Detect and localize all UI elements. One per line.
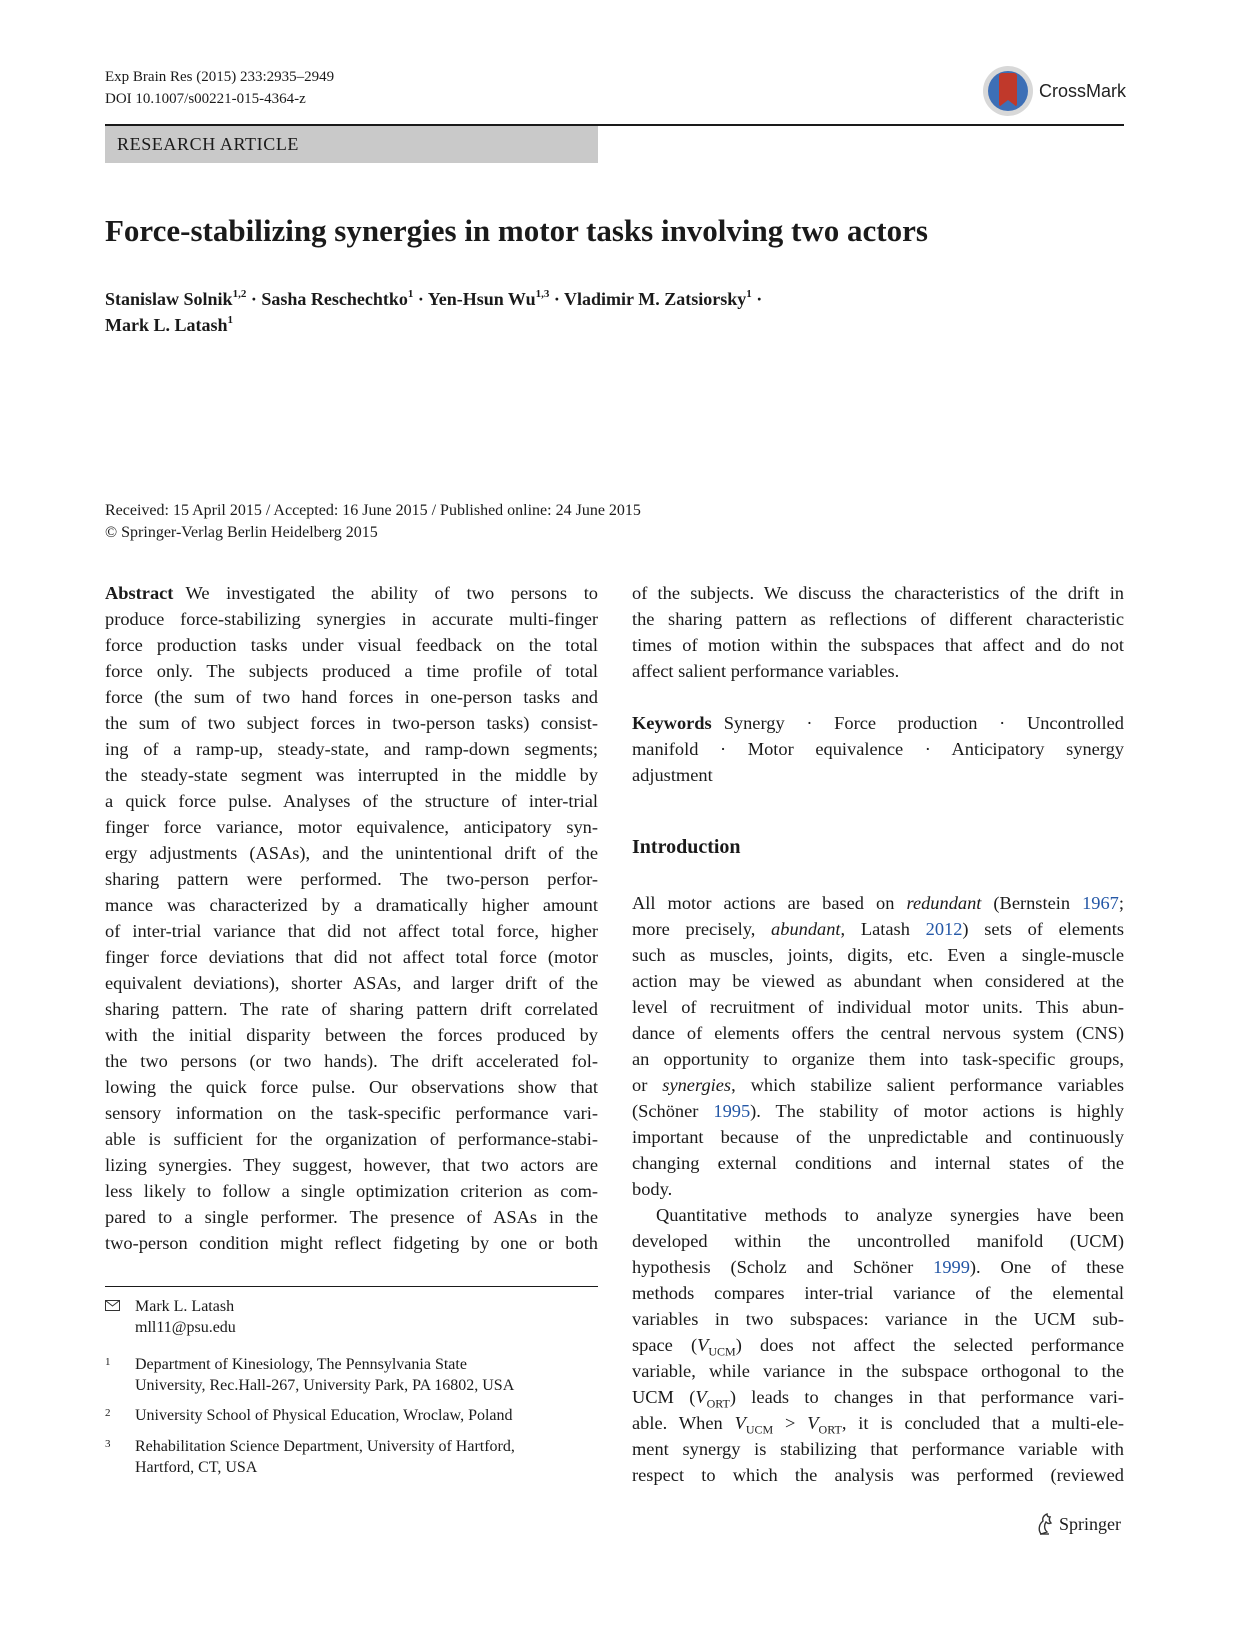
author-separator: · [553, 289, 560, 309]
author-line-2 [105, 312, 762, 338]
intro-line: more precisely, abundant, Latash 2012) sets of elements [632, 919, 1125, 939]
crossmark-icon [982, 63, 1036, 119]
abstract-line: of inter-trial variance that did not affect total force, higher [105, 921, 598, 941]
intro-line: body. [632, 1179, 673, 1199]
intro-line: methods compares inter-trial variance of the elemental [632, 1283, 1124, 1303]
citation-link[interactable]: 1995 [713, 1101, 751, 1121]
citation-link[interactable]: 1999 [933, 1257, 970, 1277]
abstract-line: with the initial disparity between the forces produced by [105, 1025, 598, 1045]
keywords-line: manifold · Motor equivalence · Anticipatory synergy [632, 739, 1124, 759]
intro-line: UCM $(V_{ORT})$ leads to changes in that performance vari- [632, 1387, 1124, 1411]
abstract-line: equivalent deviations), shorter ASAs, and larger drift of the [105, 973, 598, 993]
abstract-line: a quick force pulse. Analyses of the structure of inter-trial [105, 791, 598, 811]
article-title: Force-stabilizing synergies in motor tasks involving two actors [105, 213, 928, 248]
intro-line: dance of elements offers the central nervous system (CNS) [632, 1023, 1124, 1043]
author-separator: · [417, 289, 424, 309]
author-separator: · [250, 289, 257, 309]
correspondence-email[interactable]: mll11@psu.edu [135, 1319, 236, 1336]
intro-line: able. When $V_{UCM} > V_{ORT}$, it is concluded that a multi-ele- [632, 1413, 1124, 1437]
abstract-line: pared to a single performer. The presence of ASAs in the [105, 1207, 598, 1227]
intro-line: variable, while variance in the subspace orthogonal to the [632, 1361, 1124, 1381]
affiliation-line: Rehabilitation Science Department, University of Hartford, [135, 1438, 515, 1455]
affiliation-line: Hartford, CT, USA [135, 1459, 258, 1476]
affiliation-number: 3 [105, 1438, 111, 1450]
abstract-line: ergy adjustments (ASAs), and the unintentional drift of the [105, 843, 598, 863]
abstract-line: produce force-stabilizing synergies in accurate multi-finger [105, 609, 598, 629]
author-list [105, 286, 762, 338]
article-type-banner [105, 126, 598, 163]
abstract-line: sharing pattern were performed. The two-person perfor- [105, 869, 598, 889]
abstract-heading: Abstract [105, 583, 174, 603]
keywords-heading: Keywords [632, 713, 712, 733]
intro-line: important because of the unpredictable and continuously [632, 1127, 1124, 1147]
intro-line: ment synergy is stabilizing that performance variable with [632, 1439, 1124, 1459]
envelope-icon [105, 1300, 120, 1311]
abstract-line: the steady-state segment was interrupted in the middle by [105, 765, 598, 785]
abstract-line: able is sufficient for the organization of performance-stabi- [105, 1129, 598, 1149]
abstract-line: the sharing pattern as reflections of different characteristic [632, 609, 1124, 629]
author-affiliation-mark: 1 [227, 314, 234, 326]
abstract-line: finger force deviations that did not affect total force (motor [105, 947, 598, 967]
abstract-line: less likely to follow a single optimization criterion as com- [105, 1181, 598, 1201]
doi-line: DOI 10.1007/s00221-015-4364-z [105, 91, 306, 107]
citation-link[interactable]: 1967 [1082, 893, 1119, 913]
intro-line: developed within the uncontrolled manifold (UCM) [632, 1231, 1124, 1251]
abstract-line: affect salient performance variables. [632, 661, 900, 681]
abstract-line: of the subjects. We discuss the characteristics of the drift in [632, 583, 1124, 603]
intro-line: level of recruitment of individual motor units. This abun- [632, 997, 1124, 1017]
abstract-line: ing of a ramp-up, steady-state, and ramp-down segments; [105, 739, 598, 759]
springer-horse-icon [1035, 1512, 1055, 1536]
abstract-line: the two persons (or two hands). The drift accelerated fol- [105, 1051, 598, 1071]
author-affiliation-mark: 1,3 [535, 288, 550, 300]
abstract-line: mance was characterized by a dramatically higher amount [105, 895, 598, 915]
section-heading-introduction: Introduction [632, 836, 741, 858]
intro-line: Quantitative methods to analyze synergies have been [656, 1205, 1124, 1225]
abstract-line: force only. The subjects produced a time profile of total [105, 661, 598, 681]
keywords-line: Keywords Synergy · Force production · Uncontrolled [632, 713, 1124, 733]
intro-line: space $(V_{UCM})$ does not affect the selected performance [632, 1335, 1124, 1359]
abstract-line: times of motion within the subspaces that affect and do not [632, 635, 1124, 655]
intro-line: such as muscles, joints, digits, etc. Even a single-muscle [632, 945, 1124, 965]
affiliation-line: University School of Physical Education, Wroclaw, Poland [135, 1407, 513, 1424]
abstract-line: sensory information on the task-specific performance vari- [105, 1103, 598, 1123]
correspondence-name: Mark L. Latash [135, 1298, 235, 1315]
intro-line: All motor actions are based on redundant (Bernstein 1967; [632, 893, 1124, 913]
author-name[interactable]: Sasha Reschechtko [261, 289, 408, 309]
abstract-line: two-person condition might reflect fidgeting by one or both [105, 1233, 598, 1253]
author-name[interactable]: Mark L. Latash [105, 315, 228, 335]
abstract-line: lizing synergies. They suggest, however, that two actors are [105, 1155, 598, 1175]
intro-line: hypothesis (Scholz and Schöner 1999). One of these [632, 1257, 1124, 1277]
affiliation-number: 2 [105, 1407, 111, 1419]
citation-link[interactable]: 2012 [925, 919, 963, 939]
intro-line: action may be viewed as abundant when considered at the [632, 971, 1124, 991]
abstract-line: force production tasks under visual feedback on the total [105, 635, 598, 655]
author-name[interactable]: Stanislaw Solnik [105, 289, 233, 309]
affiliation-number: 1 [105, 1356, 111, 1368]
affiliation-line: University, Rec.Hall-267, University Park, PA 16802, USA [135, 1377, 515, 1394]
intro-line: (Schöner 1995). The stability of motor actions is highly [632, 1101, 1124, 1121]
keywords-line: adjustment [632, 765, 713, 785]
publication-dates [105, 500, 641, 544]
author-affiliation-mark: 1,2 [232, 288, 247, 300]
journal-citation [105, 66, 334, 110]
keywords [632, 710, 1124, 788]
affiliation-line: Department of Kinesiology, The Pennsylvania State [135, 1356, 467, 1373]
article-type: RESEARCH ARTICLE [117, 134, 300, 154]
abstract-line: sharing pattern. The rate of sharing pattern drift correlated [105, 999, 598, 1019]
author-name[interactable]: Yen-Hsun Wu [427, 289, 536, 309]
footnote-rule [105, 1286, 598, 1287]
author-line-1 [105, 286, 762, 312]
abstract-continuation [632, 580, 1124, 684]
publisher-name: Springer [1059, 1514, 1121, 1534]
date-history: Received: 15 April 2015 / Accepted: 16 June 2015 / Published online: 24 June 2015 [105, 502, 641, 519]
intro-line: or synergies, which stabilize salient performance variables [632, 1075, 1125, 1095]
springer-logo [1035, 1512, 1125, 1538]
intro-line: respect to which the analysis was performed (reviewed [632, 1465, 1124, 1485]
abstract-line: the sum of two subject forces in two-person tasks) consist- [105, 713, 598, 733]
author-affiliation-mark: 1 [407, 288, 414, 300]
copyright-line: © Springer-Verlag Berlin Heidelberg 2015 [105, 524, 378, 541]
introduction-body [632, 890, 1124, 1488]
crossmark-label: CrossMark [1039, 81, 1127, 101]
abstract-line: force (the sum of two hand forces in one-person tasks and [105, 687, 598, 707]
crossmark-badge[interactable] [982, 63, 1127, 119]
journal-line: Exp Brain Res (2015) 233:2935–2949 [105, 69, 335, 85]
abstract-line: Abstract We investigated the ability of two persons to [105, 583, 598, 603]
author-name[interactable]: Vladimir M. Zatsiorsky [564, 289, 747, 309]
author-affiliation-mark: 1 [746, 288, 752, 300]
abstract-line: lowing the quick force pulse. Our observations show that [105, 1077, 598, 1097]
abstract-line: finger force variance, motor equivalence, anticipatory syn- [105, 817, 598, 837]
author-separator: · [756, 289, 763, 309]
intro-line: an opportunity to organize them into task-specific groups, [632, 1049, 1124, 1069]
intro-line: changing external conditions and internal states of the [632, 1153, 1124, 1173]
abstract [105, 580, 598, 1256]
intro-line: variables in two subspaces: variance in the UCM sub- [632, 1309, 1124, 1329]
